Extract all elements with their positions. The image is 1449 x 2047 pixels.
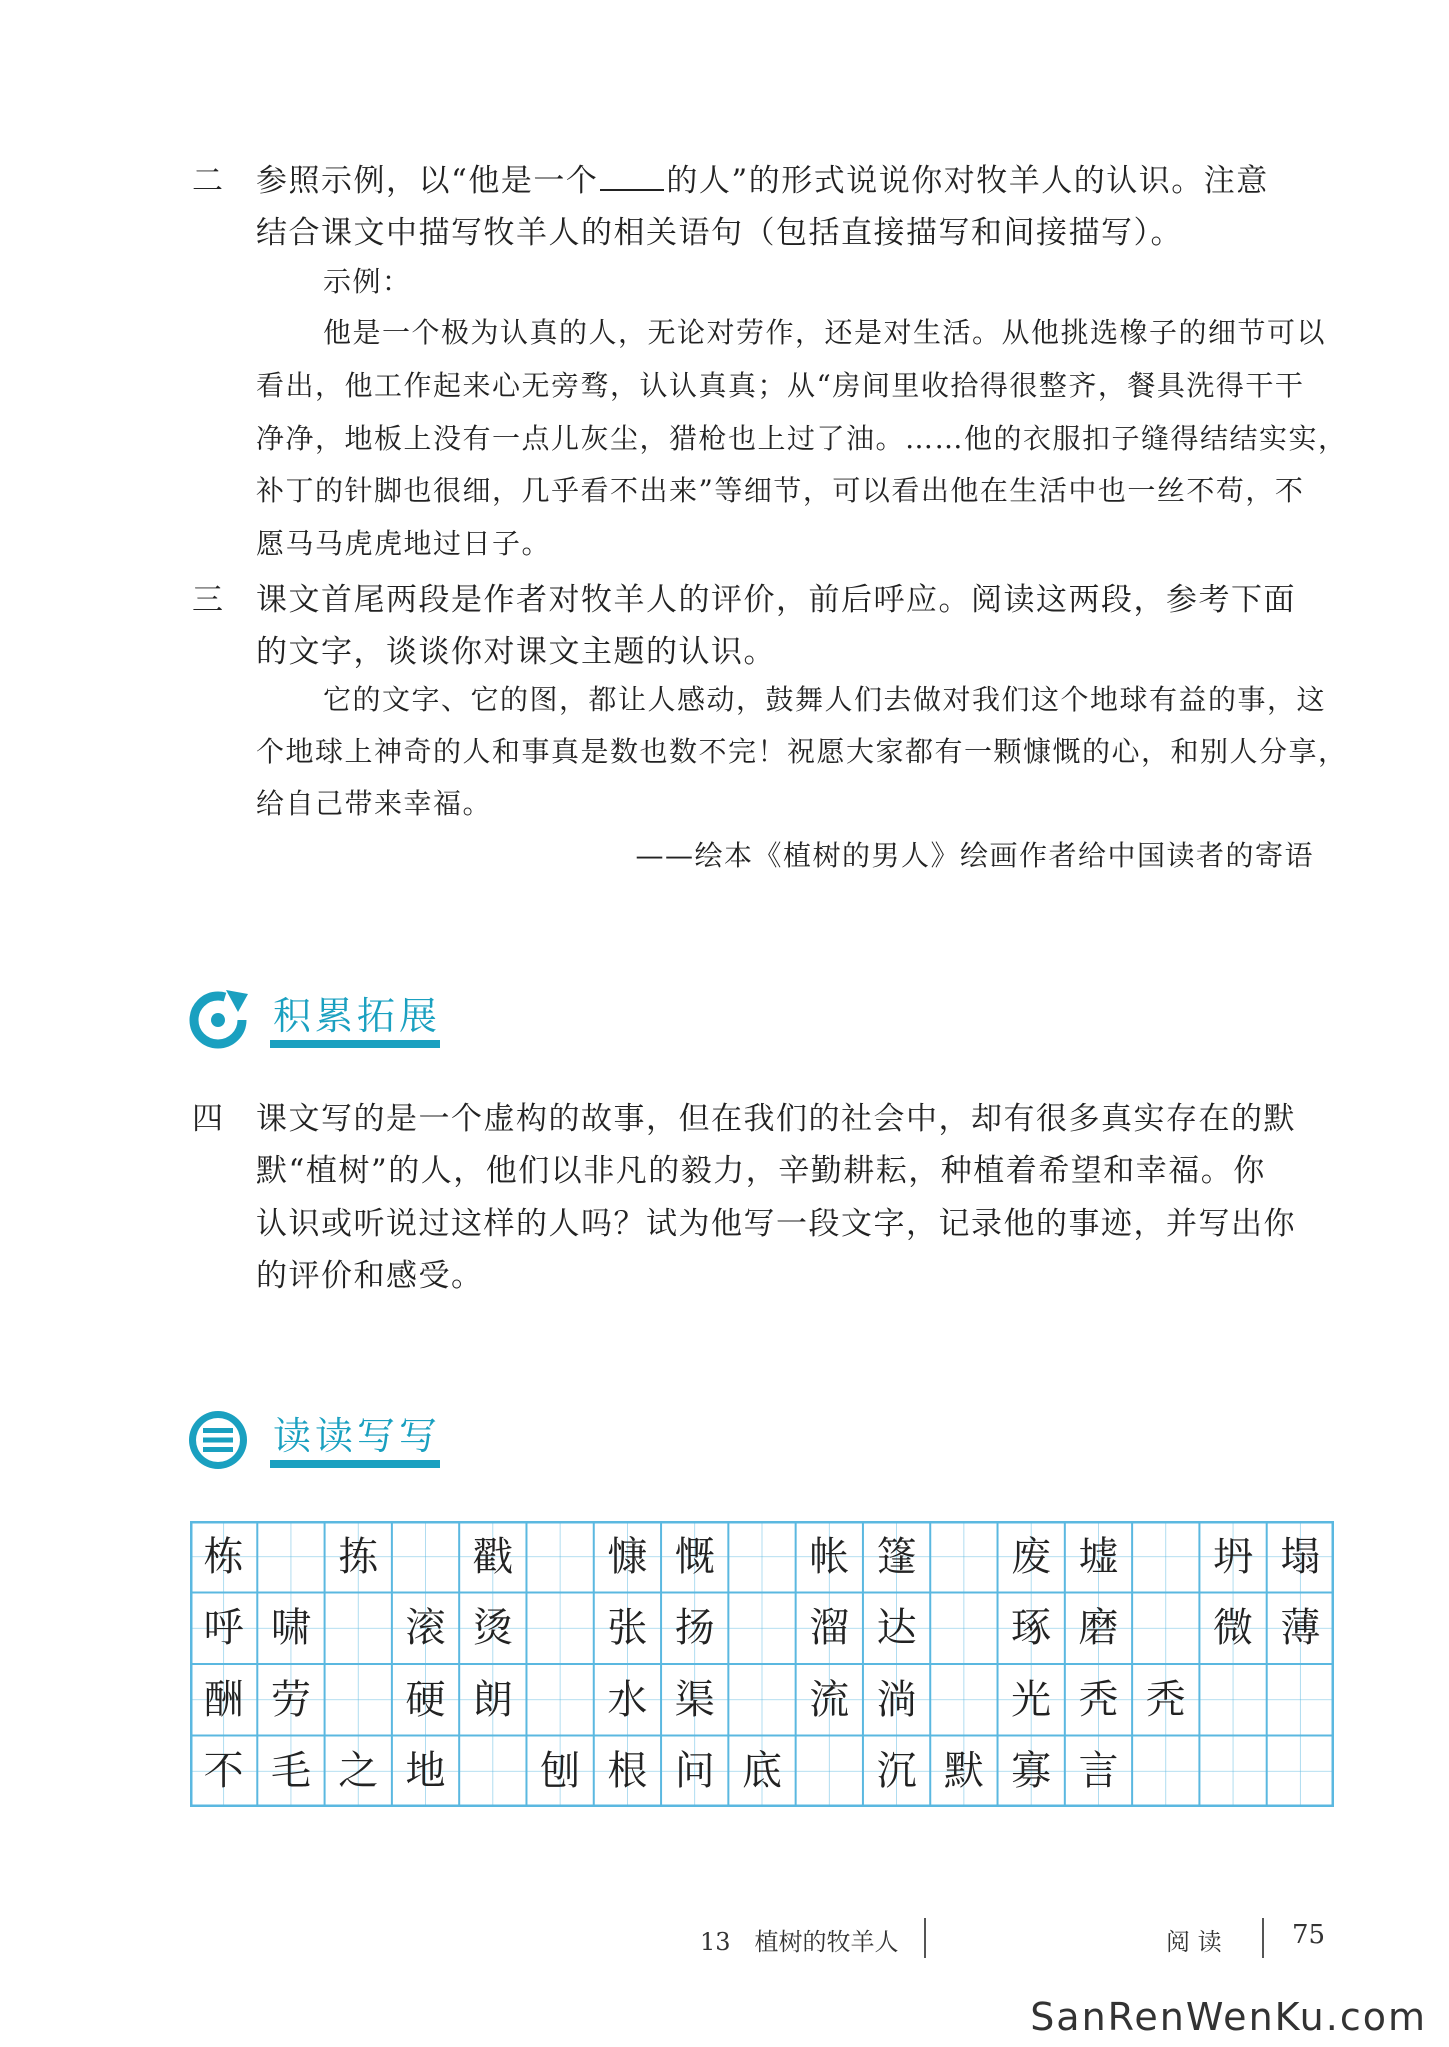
grid-character: 呼 (203, 1605, 244, 1652)
grid-character: 慷 (607, 1533, 648, 1580)
grid-character: 栋 (203, 1533, 244, 1580)
grid-character: 塌 (1280, 1533, 1321, 1580)
example-line: 看出，他工作起来心无旁骛，认认真真；从“房间里收拾得很整齐，餐具洗得干干 (256, 369, 1305, 402)
grid-character: 酬 (203, 1676, 244, 1723)
grid-character: 啸 (270, 1605, 311, 1652)
grid-character: 溜 (809, 1605, 850, 1652)
grid-character: 根 (607, 1748, 648, 1795)
question-number-3: 三 (192, 582, 223, 618)
example-line: 补丁的针脚也很细，几乎看不出来”等细节，可以看出他在生活中也一丝不苟，不 (256, 474, 1305, 507)
footer-lesson: 13 植树的牧羊人 (700, 1928, 899, 1956)
q4-line: 课文写的是一个虚构的故事，但在我们的社会中，却有很多真实存在的默 (256, 1101, 1296, 1137)
q2-line-2: 结合课文中描写牧羊人的相关语句（包括直接描写和间接描写）。 (256, 215, 1183, 251)
grid-character: 不 (203, 1748, 244, 1795)
question-number-2: 二 (192, 163, 223, 199)
question-number-4: 四 (192, 1101, 223, 1137)
grid-character: 朗 (472, 1676, 513, 1723)
grid-character: 戳 (472, 1533, 513, 1580)
grid-character: 流 (809, 1676, 850, 1723)
example-line: 他是一个极为认真的人，无论对劳作，还是对生活。从他挑选橡子的细节可以 (323, 316, 1327, 349)
grid-character: 默 (943, 1748, 984, 1795)
footer-divider (924, 1918, 926, 1958)
grid-character: 光 (1011, 1676, 1052, 1723)
q4-line: 默“植树”的人，他们以非凡的毅力，辛勤耕耘，种植着希望和幸福。你 (256, 1153, 1266, 1189)
grid-character: 扬 (674, 1605, 715, 1652)
grid-character: 滚 (405, 1605, 446, 1652)
example-line: 愿马马虎虎地过日子。 (256, 527, 552, 560)
example-line: 净净，地板上没有一点儿灰尘，猎枪也上过了油。……他的衣服扣子缝得结结实实， (256, 422, 1348, 455)
grid-character: 渠 (674, 1676, 715, 1723)
grid-character: 篷 (876, 1533, 917, 1580)
footer-divider (1262, 1918, 1264, 1958)
grid-character: 刨 (540, 1748, 581, 1795)
quote-line: 给自己带来幸福。 (256, 787, 493, 820)
q4-line: 认识或听说过这样的人吗？试为他写一段文字，记录他的事迹，并写出你 (256, 1206, 1296, 1242)
grid-character: 坍 (1213, 1533, 1254, 1580)
section-title-readwrite: 读读写写 (273, 1414, 442, 1458)
grid-character: 拣 (338, 1533, 379, 1580)
grid-character: 淌 (876, 1676, 917, 1723)
section-underline (270, 1040, 440, 1048)
section-underline (270, 1460, 440, 1468)
word-writing-grid (190, 1521, 1334, 1807)
quote-line: 它的文字、它的图，都让人感动，鼓舞人们去做对我们这个地球有益的事，这 (323, 683, 1327, 716)
quote-attribution: ——绘本《植树的男人》绘画作者给中国读者的寄语 (635, 839, 1314, 872)
watermark: SanRenWenKu.com (1030, 1995, 1427, 2039)
grid-character: 秃 (1145, 1676, 1186, 1723)
grid-character: 毛 (270, 1748, 311, 1795)
fill-blank (600, 163, 664, 191)
q2-line-1b: 的人”的形式说说你对牧羊人的认识。注意 (666, 163, 1269, 199)
grid-character: 磨 (1078, 1605, 1119, 1652)
q3-line: 的文字，谈谈你对课文主题的认识。 (256, 634, 776, 670)
grid-character: 琢 (1011, 1605, 1052, 1652)
footer-section: 阅 读 (1166, 1928, 1222, 1956)
grid-character: 言 (1078, 1748, 1119, 1795)
grid-character: 劳 (270, 1676, 311, 1723)
grid-character: 硬 (405, 1676, 446, 1723)
grid-character: 废 (1011, 1533, 1052, 1580)
grid-character: 底 (742, 1748, 782, 1795)
quote-line: 个地球上神奇的人和事真是数也数不完！祝愿大家都有一颗慷慨的心，和别人分享， (256, 735, 1348, 768)
grid-character: 水 (607, 1676, 648, 1723)
grid-character: 秃 (1078, 1676, 1119, 1723)
grid-character: 张 (607, 1605, 648, 1652)
grid-character: 烫 (472, 1605, 513, 1652)
q3-line: 课文首尾两段是作者对牧羊人的评价，前后呼应。阅读这两段，参考下面 (256, 582, 1296, 618)
page-number: 75 (1292, 1920, 1326, 1950)
grid-character: 薄 (1280, 1605, 1321, 1652)
grid-character: 之 (338, 1748, 379, 1795)
grid-character: 沉 (876, 1748, 917, 1795)
grid-character: 寡 (1011, 1748, 1052, 1795)
grid-character: 达 (876, 1605, 917, 1652)
grid-character: 地 (405, 1748, 446, 1795)
example-label: 示例： (323, 265, 412, 298)
q2-line-1a: 参照示例，以“他是一个 (256, 163, 599, 199)
section-title-extend: 积累拓展 (273, 994, 442, 1038)
grid-character: 帐 (809, 1533, 850, 1580)
grid-character: 慨 (674, 1533, 715, 1580)
grid-character: 问 (674, 1748, 715, 1795)
grid-character: 微 (1213, 1605, 1254, 1652)
q2-line-1 (256, 155, 1269, 200)
refresh-arrow-icon (186, 988, 250, 1052)
grid-character: 墟 (1078, 1533, 1119, 1580)
q4-line: 的评价和感受。 (256, 1258, 484, 1294)
list-lines-icon (186, 1408, 250, 1472)
